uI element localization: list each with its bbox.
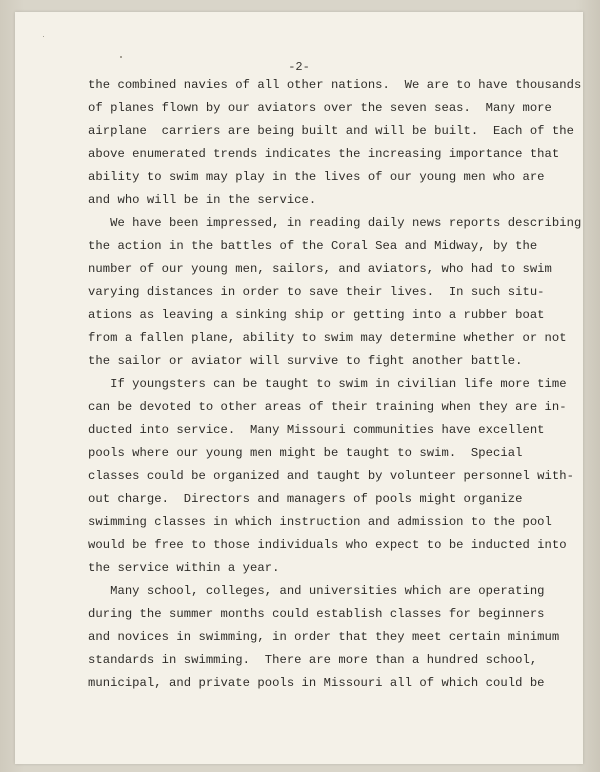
text-line: Many school, colleges, and universities which are operating xyxy=(88,584,545,598)
paper-speck xyxy=(43,36,44,37)
paper-speck xyxy=(120,56,122,58)
text-line: number of our young men, sailors, and aviators, who had to swim xyxy=(88,262,552,276)
text-line: during the summer months could establish classes for beginners xyxy=(88,607,545,621)
text-line: out charge. Directors and managers of pools might organize xyxy=(88,492,523,506)
text-line: the service within a year. xyxy=(88,561,280,575)
text-line: swimming classes in which instruction and admission to the pool xyxy=(88,515,552,529)
text-line: ations as leaving a sinking ship or getting into a rubber boat xyxy=(88,308,545,322)
text-line: from a fallen plane, ability to swim may determine whether or not xyxy=(88,331,567,345)
text-line: ducted into service. Many Missouri communities have excellent xyxy=(88,423,545,437)
text-line: pools where our young men might be taught to swim. Special xyxy=(88,446,523,460)
text-line: and novices in swimming, in order that they meet certain minimum xyxy=(88,630,560,644)
text-line: classes could be organized and taught by volunteer personnel with- xyxy=(88,469,575,483)
body-text xyxy=(88,74,582,695)
text-line: ability to swim may play in the lives of our young men who are xyxy=(88,170,545,184)
text-line: standards in swimming. There are more than a hundred school, xyxy=(88,653,538,667)
text-line: If youngsters can be taught to swim in civilian life more time xyxy=(88,377,567,391)
text-line: varying distances in order to save their lives. In such situ- xyxy=(88,285,545,299)
text-line: can be devoted to other areas of their training when they are in- xyxy=(88,400,567,414)
text-line: of planes flown by our aviators over the seven seas. Many more xyxy=(88,101,552,115)
text-line: above enumerated trends indicates the increasing importance that xyxy=(88,147,560,161)
text-line: airplane carriers are being built and will be built. Each of the xyxy=(88,124,575,138)
text-line: and who will be in the service. xyxy=(88,193,317,207)
text-line: municipal, and private pools in Missouri all of which could be xyxy=(88,676,545,690)
text-line: the action in the battles of the Coral Sea and Midway, by the xyxy=(88,239,538,253)
text-line: the sailor or aviator will survive to fight another battle. xyxy=(88,354,523,368)
typed-page xyxy=(15,12,583,764)
text-line: would be free to those individuals who expect to be inducted into xyxy=(88,538,567,552)
text-line: We have been impressed, in reading daily news reports describing xyxy=(88,216,582,230)
text-line: the combined navies of all other nations. We are to have thousands xyxy=(88,78,582,92)
page-number: -2- xyxy=(288,60,310,74)
